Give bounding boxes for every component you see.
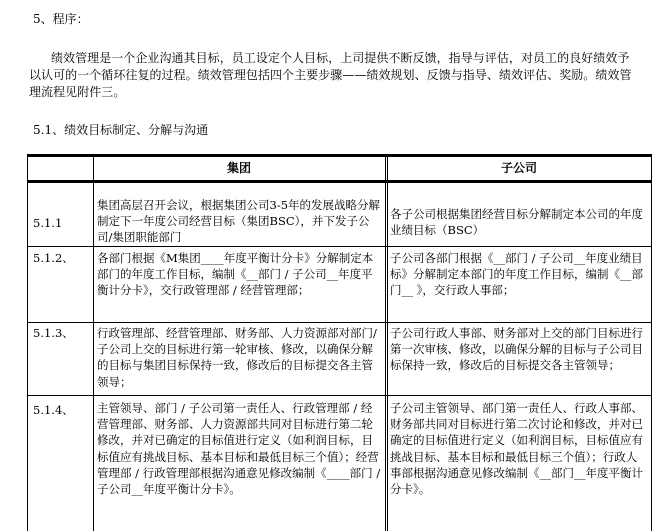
subsidiary-cell: 子公司行政人事部、财务部对上交的部门目标进行第一次审核、修改，以确保分解的目标与子公司目标保持一致，修改后的目标提交各主管领导； [390,326,643,373]
table-top-rule [27,154,652,157]
table-right-border [651,157,652,531]
table-left-border [27,157,28,531]
section-paragraph: 绩效管理是一个企业沟通其目标，员工设定个人目标，上司提供不断反馈，指导与评估，对员工的良好绩效予以认可的一个循环往复的过程。绩效管理包括四个主要步骤——绩效规划、反馈与指导、绩效评估、奖励。绩效管理流程见附件三。 [29,51,632,99]
row-number: 5.1.2、 [33,251,74,265]
group-cell: 各部门根据《M集团____年度平衡计分卡》分解制定本部门的年度工作目标，编制《__部门 / 子公司__年度平衡计分卡》，交行政管理部 / 经营管理部； [97,251,374,298]
table-column-divider [387,157,388,531]
table-row-divider [27,395,652,396]
row-number: 5.1.3、 [33,326,74,340]
group-cell: 集团高层召开会议，根据集团公司3-5年的发展战略分解制定下一年度公司经营目标（集团BSC），并下发子公司/集团职能部门 [97,198,381,245]
row-number: 5.1.1 [33,216,63,230]
table-header-rule [27,180,652,183]
group-cell: 行政管理部、经营管理部、财务部、人力资源部对部门/子公司上交的目标进行第一轮审核、修改，以确保分解的目标与集团目标保持一致，修改后的目标提交各主管领导； [97,326,377,389]
table-row-divider [27,322,652,323]
column-header-subsidiary: 子公司 [500,161,537,175]
subsidiary-cell: 子公司各部门根据《__部门 / 子公司__年度业绩目标》分解制定本部门的年度工作目标，编制《__部门__ 》，交行政人事部； [390,251,643,298]
group-cell: 主管领导、部门 / 子公司第一责任人、行政管理部 / 经营管理部、财务部、人力资源部共同对目标进行第二轮修改，并对已确定的目标值进行定义（如利润目标，目标值应有挑战目标、基本目标和最低目标三个值）；经营管理部 / 行政管理部根据沟通意见修改编制《____部门 / 子公司__年度平衡计分卡》。 [97,401,381,497]
table-row-divider [27,246,652,247]
row-number: 5.1.4、 [33,403,74,417]
column-header-group: 集团 [226,161,251,175]
procedure-table [27,154,652,531]
table-column-divider [93,157,94,531]
subsection-heading: 5.1、绩效目标制定、分解与沟通 [33,123,209,137]
subsidiary-cell: 子公司主管领导、部门第一责任人、行政人事部、财务部共同对目标进行第二次讨论和修改，并对已确定的目标值进行定义（如利润目标，目标值应有挑战目标、基本目标和最低目标三个值）；行政人事部根据沟通意见修改编制《__部门__年度平衡计分卡》。 [390,401,643,497]
subsidiary-cell: 各子公司根据集团经营目标分解制定本公司的年度业绩目标（BSC） [390,207,643,238]
table-column-divider [385,157,386,531]
section-heading: 5、程序： [33,12,89,26]
